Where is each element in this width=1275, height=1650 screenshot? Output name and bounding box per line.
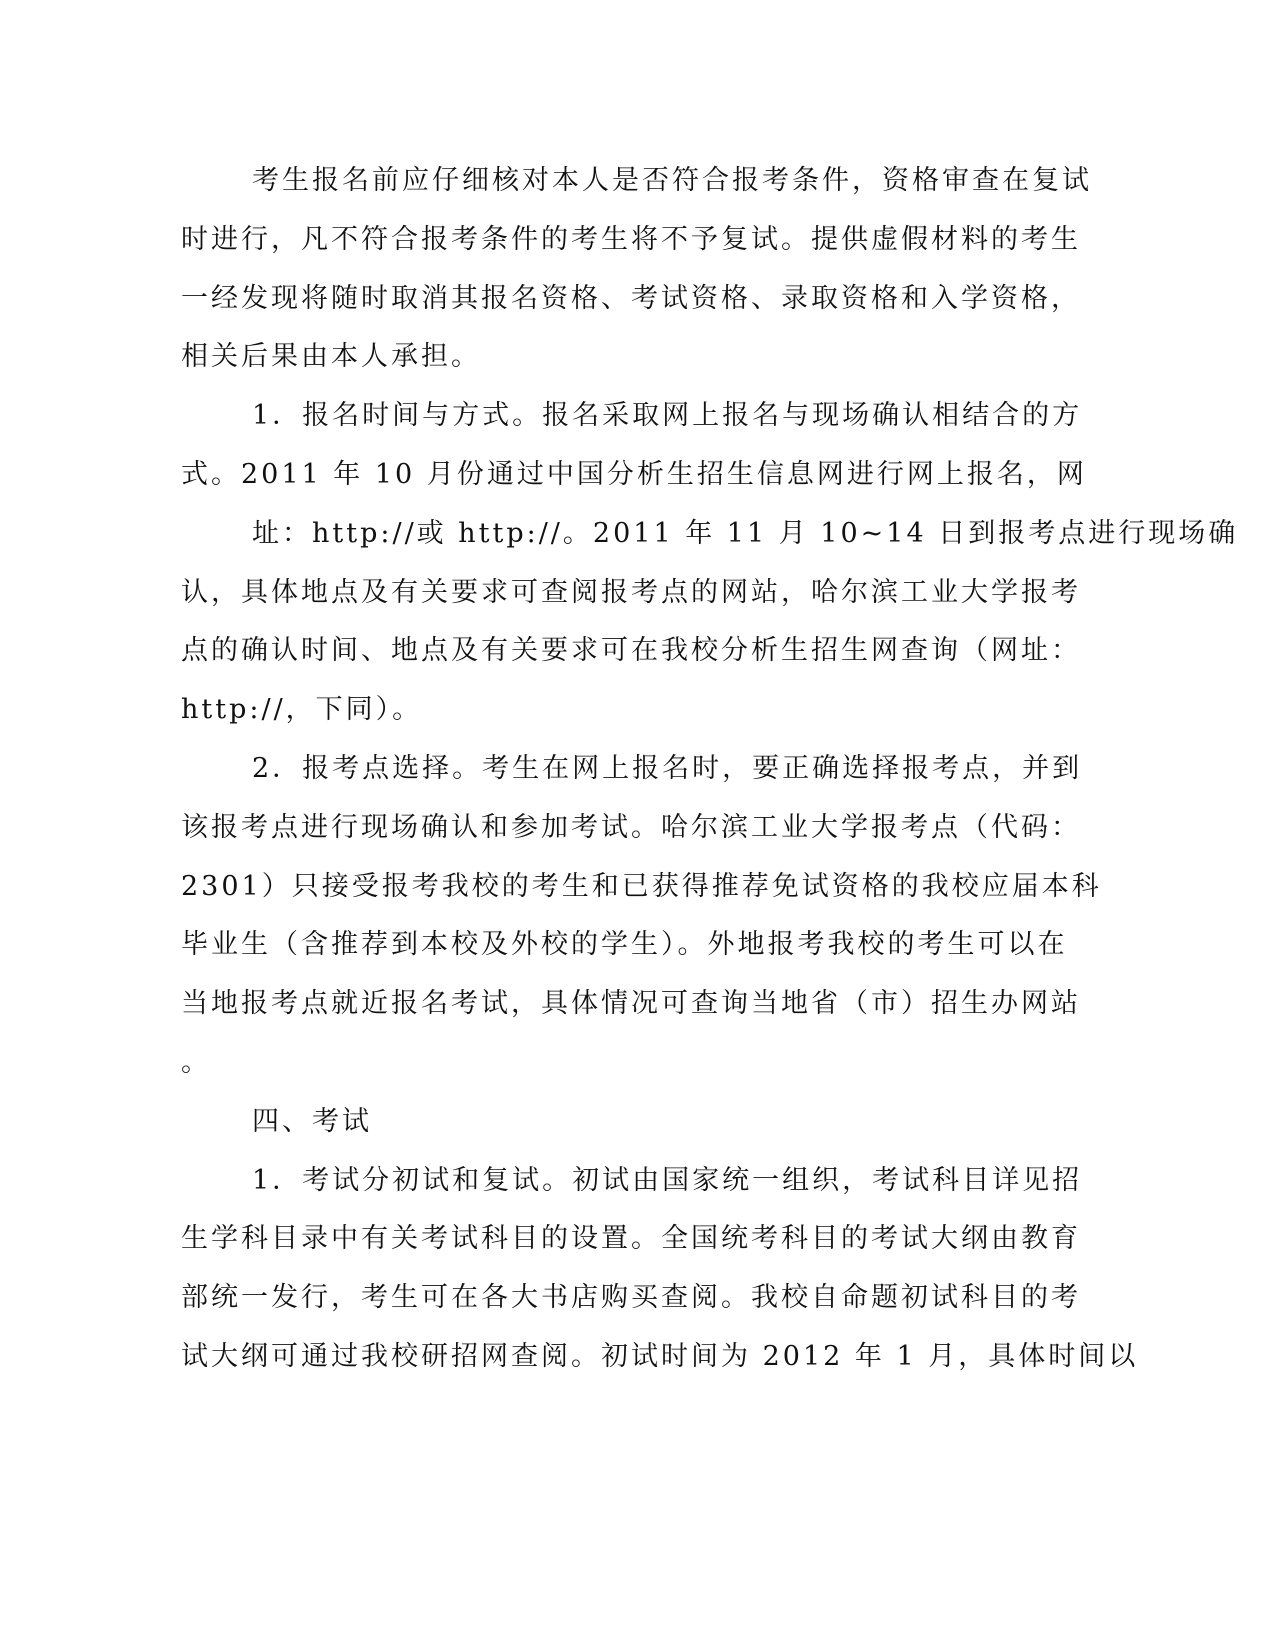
text-line: 1．考试分初试和复试。初试由国家统一组织，考试科目详见招 (252, 1165, 1083, 1196)
text-line: 一经发现将随时取消其报名资格、考试资格、录取资格和入学资格， (181, 283, 1081, 314)
text-line: 时进行，凡不符合报考条件的考生将不予复试。提供虚假材料的考生 (181, 224, 1081, 255)
text-line: 2．报考点选择。考生在网上报名时，要正确选择报考点，并到 (252, 753, 1083, 784)
section-heading: 四、考试 (252, 1106, 372, 1137)
text-line: http://，下同）。 (181, 694, 423, 725)
text-line: 毕业生（含推荐到本校及外校的学生）。外地报考我校的考生可以在 (181, 929, 1068, 960)
text-line: 式。2011 年 10 月份通过中国分析生招生信息网进行网上报名，网 (181, 459, 1087, 490)
text-line: 点的确认时间、地点及有关要求可在我校分析生招生网查询（网址： (181, 635, 1081, 666)
text-line: 部统一发行，考生可在各大书店购买查阅。我校自命题初试科目的考 (181, 1282, 1081, 1313)
text-line: 该报考点进行现场确认和参加考试。哈尔滨工业大学报考点（代码： (181, 812, 1081, 843)
text-line: 当地报考点就近报名考试，具体情况可查询当地省（市）招生办网站 (181, 988, 1081, 1019)
text-line: 址：http://或 http://。2011 年 11 月 10~14 日到报考点进行现场确 (252, 518, 1239, 549)
text-line: 考生报名前应仔细核对本人是否符合报考条件，资格审查在复试 (252, 165, 1092, 196)
text-line: 。 (181, 1047, 211, 1078)
text-line: 试大纲可通过我校研招网查阅。初试时间为 2012 年 1 月，具体时间以 (181, 1341, 1139, 1372)
text-line: 2301）只接受报考我校的考生和已获得推荐免试资格的我校应届本科 (181, 871, 1102, 902)
text-line: 相关后果由本人承担。 (181, 341, 481, 372)
text-line: 生学科目录中有关考试科目的设置。全国统考科目的考试大纲由教育 (181, 1223, 1081, 1254)
text-line: 认，具体地点及有关要求可查阅报考点的网站，哈尔滨工业大学报考 (181, 577, 1081, 608)
text-line: 1．报名时间与方式。报名采取网上报名与现场确认相结合的方 (252, 400, 1083, 431)
